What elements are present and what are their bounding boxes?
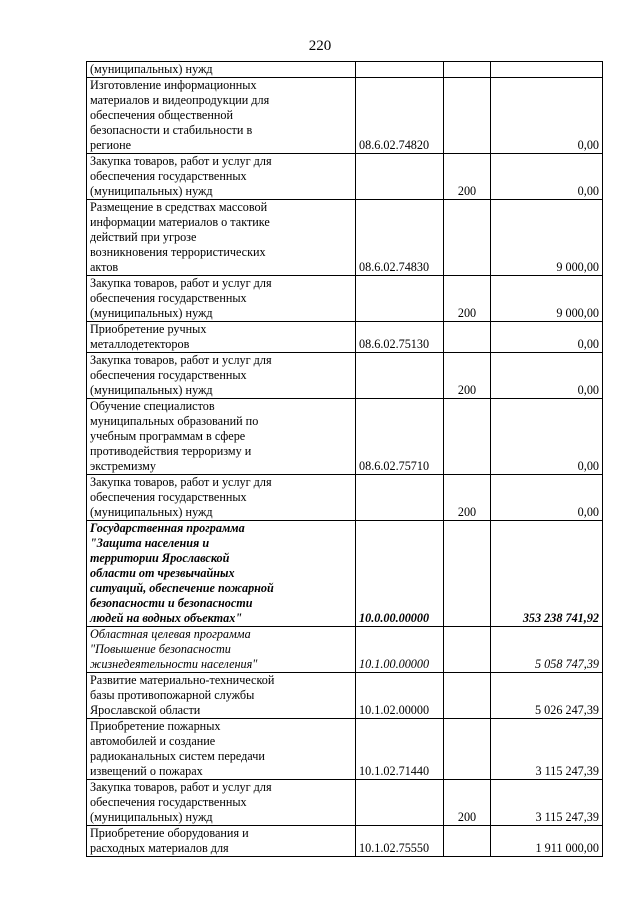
expense-name-line: радиоканальных систем передачи [90,749,265,763]
expense-name-line: возникновения террористических [90,245,266,259]
amount-cell: 5 026 247,39 [491,673,603,719]
expense-name-cell [87,780,356,826]
budget-table-body [87,62,603,857]
expense-name-cell [87,322,356,353]
table-row [87,719,603,780]
expense-name-line: Закупка товаров, работ и услуг для [90,276,272,290]
expense-name-line: Приобретение оборудования и [90,826,249,840]
expense-name-line: извещений о пожарах [90,764,203,778]
expense-name-line: людей на водных объектах" [90,611,243,625]
target-article-code-cell: 10.1.02.75550 [356,826,444,857]
expense-kind-cell [444,399,491,475]
expense-kind-cell [444,62,491,78]
expense-name-line: ситуаций, обеспечение пожарной [90,581,274,595]
target-article-code-cell [356,780,444,826]
expense-kind-cell: 200 [444,154,491,200]
expense-kind-cell [444,521,491,627]
expense-name-cell [87,673,356,719]
expense-name-line: муниципальных образований по [90,414,259,428]
amount-cell: 0,00 [491,353,603,399]
target-article-code-cell [356,62,444,78]
expense-kind-cell [444,200,491,276]
amount-cell: 353 238 741,92 [491,521,603,627]
target-article-code-cell: 10.1.00.00000 [356,627,444,673]
expense-name-line: (муниципальных) нужд [90,62,213,76]
amount-cell: 1 911 000,00 [491,826,603,857]
table-row [87,200,603,276]
page-number: 220 [308,38,332,54]
amount-cell: 9 000,00 [491,276,603,322]
expense-name-line: автомобилей и создание [90,734,216,748]
expense-kind-cell [444,719,491,780]
expense-name-line: учебным программам в сфере [90,429,246,443]
expense-kind-cell: 200 [444,475,491,521]
expense-name-cell [87,200,356,276]
target-article-code-cell [356,154,444,200]
expense-name-line: обеспечения государственных [90,490,247,504]
table-row [87,78,603,154]
expense-name-line: актов [90,260,119,274]
expense-name-cell [87,399,356,475]
expense-name-cell [87,826,356,857]
expense-name-line: безопасности и стабильности в [90,123,253,137]
expense-name-line: Закупка товаров, работ и услуг для [90,780,272,794]
target-article-code-cell [356,276,444,322]
expense-name-line: Изготовление информационных [90,78,257,92]
amount-cell: 3 115 247,39 [491,780,603,826]
target-article-code-cell: 08.6.02.75710 [356,399,444,475]
expense-kind-cell: 200 [444,353,491,399]
table-row [87,780,603,826]
expense-name-line: (муниципальных) нужд [90,306,213,320]
expense-kind-cell [444,826,491,857]
expense-name-line: обеспечения государственных [90,169,247,183]
expense-name-cell [87,62,356,78]
expense-name-line: обеспечения государственных [90,291,247,305]
expense-kind-cell [444,627,491,673]
amount-cell: 9 000,00 [491,200,603,276]
expense-kind-cell [444,322,491,353]
expense-name-line: действий при угрозе [90,230,197,244]
amount-cell [491,62,603,78]
expense-name-line: "Защита населения и [90,536,210,550]
target-article-code-cell: 08.6.02.74830 [356,200,444,276]
expense-name-line: "Повышение безопасности [90,642,231,656]
expense-name-line: противодействия терроризму и [90,444,252,458]
amount-cell: 0,00 [491,154,603,200]
amount-cell: 0,00 [491,475,603,521]
expense-name-line: безопасности и безопасности [90,596,253,610]
expense-name-line: Ярославской области [90,703,201,717]
expense-name-cell [87,78,356,154]
expense-kind-cell: 200 [444,780,491,826]
table-row [87,399,603,475]
table-row [87,276,603,322]
expense-name-line: Размещение в средствах массовой [90,200,268,214]
table-row [87,475,603,521]
target-article-code-cell: 08.6.02.75130 [356,322,444,353]
expense-name-cell [87,475,356,521]
expense-name-line: области от чрезвычайных [90,566,235,580]
expense-name-cell [87,154,356,200]
target-article-code-cell: 10.0.00.00000 [356,521,444,627]
amount-cell: 0,00 [491,322,603,353]
expense-name-line: обеспечения государственных [90,795,247,809]
expense-name-line: регионе [90,138,132,152]
table-row [87,62,603,78]
amount-cell: 5 058 747,39 [491,627,603,673]
table-row [87,627,603,673]
table-row [87,673,603,719]
expense-name-cell [87,627,356,673]
expense-name-cell [87,521,356,627]
expense-name-line: материалов и видеопродукции для [90,93,270,107]
table-row [87,826,603,857]
expense-name-cell [87,353,356,399]
target-article-code-cell: 08.6.02.74820 [356,78,444,154]
amount-cell: 0,00 [491,78,603,154]
expense-name-cell [87,719,356,780]
expense-name-line: Областная целевая программа [90,627,251,641]
table-row [87,353,603,399]
expense-name-line: Приобретение ручных [90,322,207,336]
expense-name-line: (муниципальных) нужд [90,810,213,824]
expense-name-line: расходных материалов для [90,841,229,855]
expense-name-line: Закупка товаров, работ и услуг для [90,475,272,489]
target-article-code-cell [356,475,444,521]
amount-cell: 0,00 [491,399,603,475]
target-article-code-cell: 10.1.02.00000 [356,673,444,719]
expense-name-line: экстремизму [90,459,156,473]
expense-name-line: обеспечения общественной [90,108,234,122]
expense-kind-cell [444,673,491,719]
expense-name-line: Закупка товаров, работ и услуг для [90,154,272,168]
expense-name-line: обеспечения государственных [90,368,247,382]
amount-cell: 3 115 247,39 [491,719,603,780]
expense-name-line: Развитие материально-технической [90,673,275,687]
target-article-code-cell: 10.1.02.71440 [356,719,444,780]
table-row [87,154,603,200]
expense-name-line: металлодетекторов [90,337,190,351]
expense-name-line: территории Ярославской [90,551,230,565]
expense-kind-cell [444,78,491,154]
expense-name-line: информации материалов о тактике [90,215,270,229]
expense-name-line: (муниципальных) нужд [90,184,213,198]
expense-name-cell [87,276,356,322]
expense-name-line: жизнедеятельности населения" [90,657,258,671]
expense-name-line: Обучение специалистов [90,399,215,413]
expense-name-line: (муниципальных) нужд [90,383,213,397]
target-article-code-cell [356,353,444,399]
expense-name-line: Закупка товаров, работ и услуг для [90,353,272,367]
expense-name-line: Приобретение пожарных [90,719,221,733]
budget-table [86,61,603,857]
table-row [87,322,603,353]
expense-kind-cell: 200 [444,276,491,322]
table-row [87,521,603,627]
expense-name-line: базы противопожарной службы [90,688,255,702]
expense-name-line: (муниципальных) нужд [90,505,213,519]
expense-name-line: Государственная программа [90,521,245,535]
